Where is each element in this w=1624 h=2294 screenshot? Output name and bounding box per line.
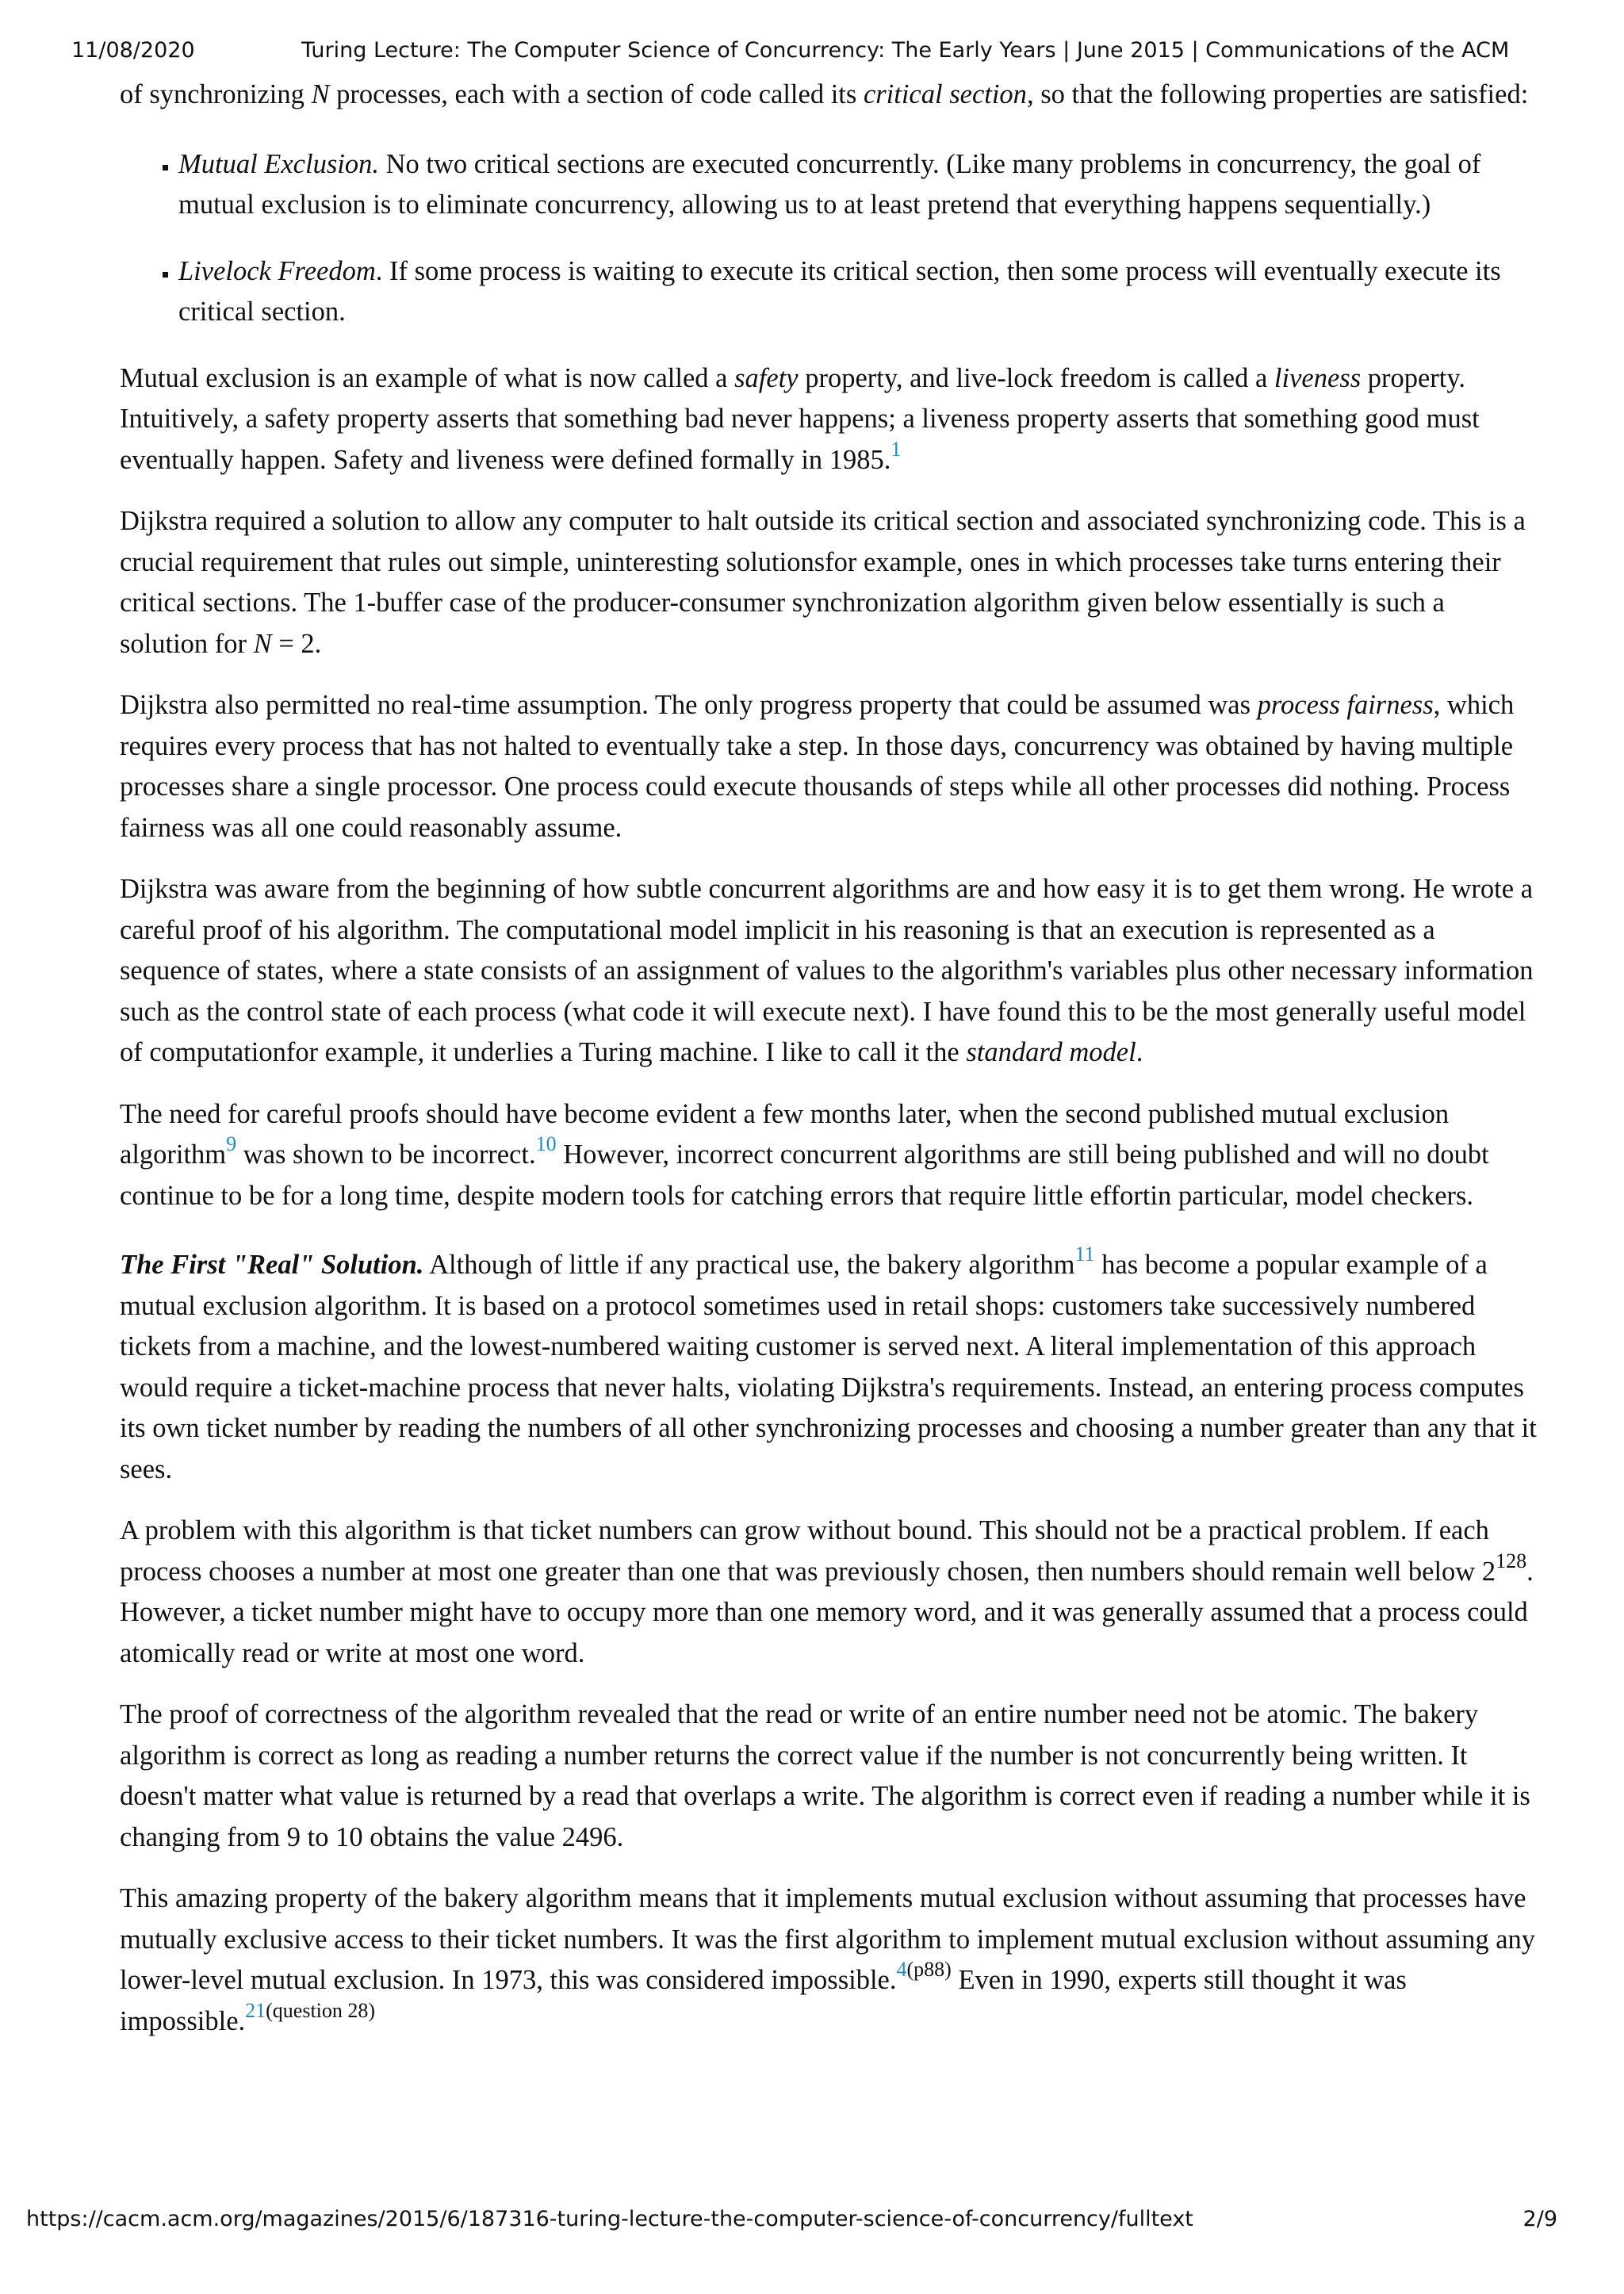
paragraph-careful-proofs: The need for careful proofs should have become evident a few months later, when the second published mutual exclusion algorithm$^9$ was shown to be incorrect.$^{10}$ However, incorrect concurrent algorithms are still being published and will no doubt continue to be for a long time, despite modern tools for catching errors that require little effortin particular, model checkers. (120, 1098, 1489, 1211)
paragraph-safety-liveness: Mutual exclusion is an example of what is now called a safety property, and live-lock freedom is called a liveness property. Intuitively, a safety property asserts that something bad never happens; a liveness property asserts that something good must eventually happen. Safety and liveness were defined formally in 1985.$^1$ (120, 362, 1480, 475)
footer-url: https://cacm.acm.org/magazines/2015/6/187316-turing-lecture-the-computer-science-of-concurrency/fulltext (26, 2207, 1193, 2231)
paragraph-process-fairness: Dijkstra also permitted no real-time assumption. The only progress property that could be assumed was process fairness, which requires every process that has not halted to eventually take a step. In those days, concurrency was obtained by having multiple processes share a single processor. One process could execute thousands of steps while all other processes did nothing. Process fairness was all one could reasonably assume. (120, 690, 1515, 843)
reference-link-9[interactable]: 9 (226, 1132, 237, 1155)
reference-link-10[interactable]: 10 (535, 1132, 557, 1155)
paragraph-standard-model: Dijkstra was aware from the beginning of how subtle concurrent algorithms are and how easy it is to get them wrong. He wrote a careful proof of his algorithm. The computational model implicit in his reasoning is that an execution is represented as a sequence of states, where a state consists of an assignment of values to the algorithm's variables plus other necessary information such as the control state of each process (what code it will execute next). I have found this to be the most generally useful model of computationfor example, it underlies a Turing machine. I like to call it the standard model. (120, 874, 1534, 1067)
paragraph-ticket-growth: A problem with this algorithm is that ticket numbers can grow without bound. This should not be a practical problem. If each process chooses a number at most one greater than one that was previously chosen, then numbers should remain well below $2^{128}$. However, a ticket number might have to occupy more than one memory word, and it was generally assumed that a process could atomically read or write at most one word. (120, 1515, 1534, 1668)
paragraph-first-real-solution: The First "Real" Solution. Although of little if any practical use, the bakery algorithm$^{11}$ has become a popular example of a mutual exclusion algorithm. It is based on a protocol sometimes used in retail shops: customers take successively numbered tickets from a machine, and the lowest-numbered waiting customer is served next. A literal implementation of this approach would require a ticket-machine process that never halts, violating Dijkstra's requirements. Instead, an entering process computes its own ticket number by reading the numbers of all other synchronizing processes and choosing a number greater than any that it sees. (120, 1242, 1537, 1484)
paragraph-atomicity: The proof of correctness of the algorithm revealed that the read or write of an entire number need not be atomic. The bakery algorithm is correct as long as reading a number returns the correct value if the number is not concurrently being written. It doesn't matter what value is returned by a read that overlaps a write. The algorithm is correct even if reading a number while it is changing from 9 to 10 obtains the value 2496. (120, 1699, 1530, 1852)
properties-list (120, 144, 1539, 333)
reference-link-4[interactable]: 4 (896, 1957, 907, 1981)
reference-link-21[interactable]: 21 (245, 1998, 266, 2022)
section-heading: The First "Real" Solution. (120, 1250, 424, 1280)
footer-page-number: 2/9 (1522, 2207, 1557, 2231)
list-item: ▪ Livelock Freedom. If some process is waiting to execute its critical section, then some process will eventually execute its critical section. (178, 251, 1539, 333)
reference-link-1[interactable]: 1 (891, 437, 902, 461)
paragraph-amazing-property: This amazing property of the bakery algorithm means that it implements mutual exclusion without assuming that processes have mutually exclusive access to their ticket numbers. It was the first algorithm to implement mutual exclusion without assuming any lower-level mutual exclusion. In 1973, this was considered impossible.$^{4(p88)}$ Even in 1990, experts still thought it was impossible.$^{21(question 28)}$ (120, 1883, 1536, 2036)
list-item: ▪ Mutual Exclusion. No two critical sections are executed concurrently. (Like many problems in concurrency, the goal of mutual exclusion is to eliminate concurrency, allowing us to at least pretend that everything happens sequentially.) (178, 144, 1539, 226)
header-date: 11/08/2020 (71, 38, 195, 63)
reference-link-11[interactable]: 11 (1074, 1242, 1095, 1266)
paragraph-dijkstra-requirement: Dijkstra required a solution to allow any computer to halt outside its critical section and associated synchronizing code. This is a crucial requirement that rules out simple, uninteresting solutionsfor example, ones in which processes take turns entering their critical sections. The 1-buffer case of the producer-consumer synchronization algorithm given below essentially is such a solution for N = 2. (120, 506, 1526, 659)
article-body (120, 75, 1539, 2062)
paragraph-intro: of synchronizing N processes, each with a section of code called its critical section, so that the following properties are satisfied: (120, 79, 1529, 109)
header-title: Turing Lecture: The Computer Science of Concurrency: The Early Years | June 2015 | Communications of the ACM (301, 38, 1510, 63)
